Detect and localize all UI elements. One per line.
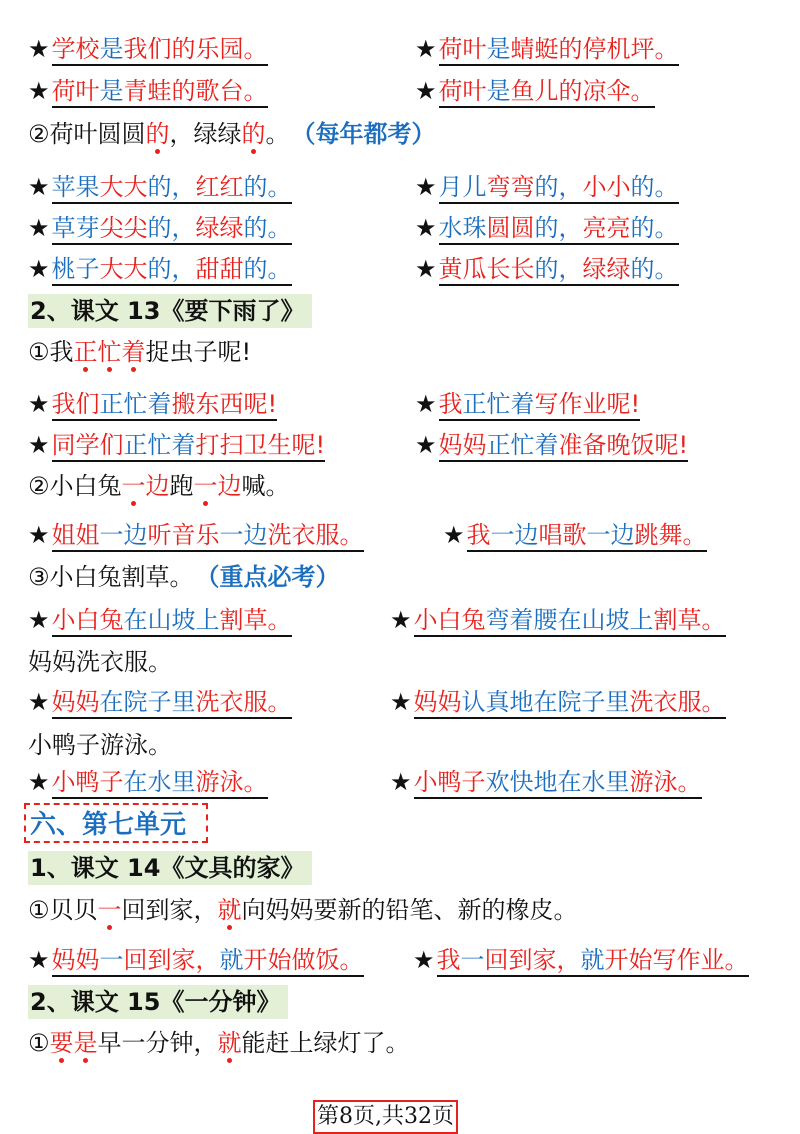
example-sentence: ★妈妈一回到家，就开始做饭。 <box>28 943 364 977</box>
star-icon: ★ <box>443 521 465 549</box>
exam-note: （重点必考） <box>207 563 340 591</box>
example-sentence: ★月儿弯弯的，小小的。 <box>415 170 679 204</box>
base-sentence: 小鸭子游泳。 <box>28 731 172 759</box>
example-sentence: ★妈妈认真地在院子里洗衣服。 <box>390 685 726 719</box>
example-sentence: ★黄瓜长长的，绿绿的。 <box>415 252 679 286</box>
pattern-sentence: ②荷叶圆圆的，绿绿的。 （每年都考） <box>28 120 436 148</box>
example-sentence: ★桃子大大的，甜甜的。 <box>28 252 292 286</box>
lesson-heading: 2、课文 15《一分钟》 <box>28 985 288 1019</box>
example-sentence: ★妈妈正忙着准备晚饭呢! <box>415 428 688 462</box>
pattern-sentence: ②小白兔一边跑一边喊。 <box>28 472 290 500</box>
lesson-heading: 2、课文 13《要下雨了》 <box>28 294 312 328</box>
example-sentence: ★同学们正忙着打扫卫生呢! <box>28 428 325 462</box>
example-sentence: ★水珠圆圆的，亮亮的。 <box>415 211 679 245</box>
pattern-sentence: ①贝贝一回到家，就向妈妈要新的铅笔、新的橡皮。 <box>28 896 578 924</box>
pattern-sentence: ①要是早一分钟，就能赶上绿灯了。 <box>28 1029 410 1057</box>
star-icon: ★ <box>415 255 437 283</box>
example-sentence: ★小白兔在山坡上割草。 <box>28 603 292 637</box>
example-sentence: ★苹果大大的，红红的。 <box>28 170 292 204</box>
star-icon: ★ <box>28 77 50 105</box>
star-icon: ★ <box>390 768 412 796</box>
example-sentence: ★我一边唱歌一边跳舞。 <box>443 518 707 552</box>
star-icon: ★ <box>28 431 50 459</box>
star-icon: ★ <box>28 390 50 418</box>
star-icon: ★ <box>28 521 50 549</box>
exam-note: （每年都考） <box>303 120 436 148</box>
star-icon: ★ <box>390 688 412 716</box>
star-icon: ★ <box>415 173 437 201</box>
star-icon: ★ <box>28 768 50 796</box>
example-sentence: ★学校是我们的乐园。 <box>28 32 268 66</box>
star-icon: ★ <box>28 688 50 716</box>
star-icon: ★ <box>415 431 437 459</box>
pattern-sentence: ③小白兔割草。 （重点必考） <box>28 563 340 591</box>
example-sentence: ★荷叶是青蛙的歌台。 <box>28 74 268 108</box>
example-sentence: ★草芽尖尖的，绿绿的。 <box>28 211 292 245</box>
example-sentence: ★小鸭子欢快地在水里游泳。 <box>390 765 702 799</box>
star-icon: ★ <box>28 35 50 63</box>
example-sentence: ★荷叶是蜻蜓的停机坪。 <box>415 32 679 66</box>
star-icon: ★ <box>28 214 50 242</box>
star-icon: ★ <box>28 606 50 634</box>
star-icon: ★ <box>28 946 50 974</box>
example-sentence: ★姐姐一边听音乐一边洗衣服。 <box>28 518 364 552</box>
example-sentence: ★小鸭子在水里游泳。 <box>28 765 268 799</box>
star-icon: ★ <box>415 214 437 242</box>
star-icon: ★ <box>390 606 412 634</box>
star-icon: ★ <box>415 390 437 418</box>
example-sentence: ★荷叶是鱼儿的凉伞。 <box>415 74 655 108</box>
star-icon: ★ <box>415 35 437 63</box>
example-sentence: ★小白兔弯着腰在山坡上割草。 <box>390 603 726 637</box>
page-number: 第8页,共32页 <box>313 1100 458 1134</box>
example-sentence: ★我们正忙着搬东西呢! <box>28 387 277 421</box>
lesson-heading: 1、课文 14《文具的家》 <box>28 851 312 885</box>
pattern-sentence: ①我正忙着捉虫子呢! <box>28 338 252 366</box>
star-icon: ★ <box>413 946 435 974</box>
example-sentence: ★妈妈在院子里洗衣服。 <box>28 685 292 719</box>
example-sentence: ★我正忙着写作业呢! <box>415 387 640 421</box>
star-icon: ★ <box>28 255 50 283</box>
star-icon: ★ <box>415 77 437 105</box>
unit-heading: 六、第七单元 <box>24 803 208 843</box>
star-icon: ★ <box>28 173 50 201</box>
base-sentence: 妈妈洗衣服。 <box>28 648 172 676</box>
example-sentence: ★我一回到家，就开始写作业。 <box>413 943 749 977</box>
